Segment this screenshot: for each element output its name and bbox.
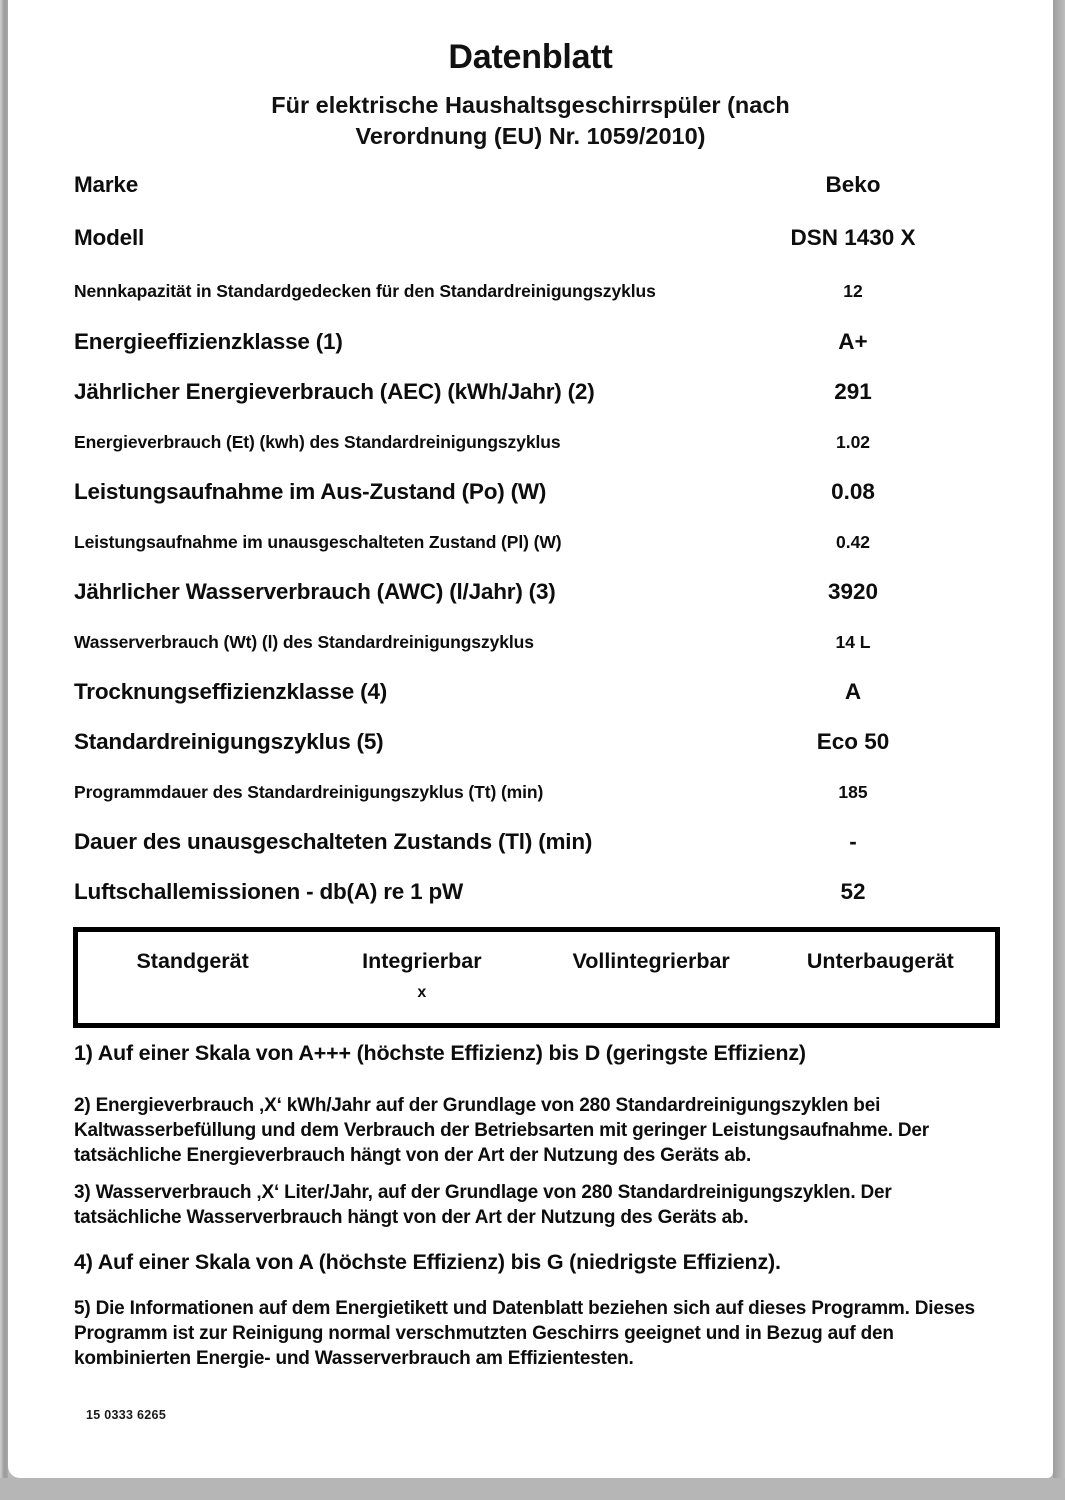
installation-type-label: Vollintegrierbar (572, 949, 730, 973)
spec-row-value: 0.08 (831, 479, 875, 504)
installation-type-label: Unterbaugerät (806, 949, 954, 973)
installation-type-cell[interactable] (766, 932, 995, 1023)
footnote: 5) Die Informationen auf dem Energietikett und Datenblatt beziehen sich auf dieses Programm. Dieses Programm ist zur Reinigung normal verschmutzten Geschirrs geeignet und in Bezug auf den kombinierten Energie- und Wasserverbrauch am Effizientesten. (74, 1298, 975, 1369)
installation-type-cells (78, 932, 995, 1023)
page-subtitle-line2: Verordnung (EU) Nr. 1059/2010) (355, 123, 706, 149)
spec-row-value: 14 L (835, 632, 871, 652)
spec-row-value: 0.42 (835, 532, 871, 552)
installation-type-cell[interactable] (307, 932, 536, 1023)
installation-type-cell[interactable] (537, 932, 766, 1023)
spec-row-label: Leistungsaufnahme im Aus-Zustand (Po) (W) (74, 479, 547, 504)
datasheet-page (8, 0, 1053, 1478)
spec-row-label: Wasserverbrauch (Wt) (l) des Standardreinigungszyklus (74, 632, 534, 652)
footnote: 2) Energieverbrauch ‚X‘ kWh/Jahr auf der Grundlage von 280 Standardreinigungszyklen bei Kaltwasserbefüllung und dem Verbrauch der Betriebsarten mit geringer Leistungsaufnahme. Der tatsächliche Energieverbrauch hängt von der Art der Nutzung des Geräts ab. (74, 1095, 929, 1166)
installation-type-cell[interactable] (78, 932, 307, 1023)
scan-edge-right (1053, 0, 1065, 1500)
spec-row-label: Luftschallemissionen - db(A) re 1 pW (74, 879, 464, 904)
scan-edge-bottom (0, 1478, 1065, 1500)
installation-type-mark (78, 984, 307, 1003)
spec-row-label: Marke (74, 172, 139, 197)
installation-type-label: Standgerät (136, 949, 249, 973)
spec-row-value: 12 (843, 281, 863, 301)
spec-row-value: - (849, 829, 857, 854)
spec-row-label: Leistungsaufnahme im unausgeschalteten Zustand (Pl) (W) (74, 532, 562, 552)
spec-row-value: 291 (834, 379, 872, 404)
spec-row-label: Dauer des unausgeschalteten Zustands (Tl) (min) (74, 829, 593, 854)
page-content (8, 0, 1053, 1478)
spec-row-label: Modell (74, 225, 145, 250)
page-title: Datenblatt (448, 38, 613, 76)
installation-type-mark (766, 984, 995, 1003)
page-subtitle (8, 90, 1053, 152)
spec-row-value: 3920 (827, 579, 879, 604)
footnote: 3) Wasserverbrauch ‚X‘ Liter/Jahr, auf der Grundlage von 280 Standardreinigungszyklen. Der tatsächliche Wasserverbrauch hängt von der Art der Nutzung des Geräts ab. (74, 1182, 892, 1228)
footnote: 4) Auf einer Skala von A (höchste Effizienz) bis G (niedrigste Effizienz). (74, 1250, 781, 1274)
spec-row-value: Eco 50 (816, 729, 890, 754)
spec-row-value: 52 (840, 879, 866, 904)
spec-row-value: A (844, 679, 862, 704)
spec-row-value: 1.02 (835, 432, 871, 452)
reference-code: 15 0333 6265 (86, 1408, 167, 1422)
spec-row-value: 185 (838, 782, 868, 802)
spec-row-value: DSN 1430 X (790, 225, 916, 250)
installation-type-box (73, 927, 1000, 1028)
page-subtitle-line1: Für elektrische Haushaltsgeschirrspüler (nach (271, 92, 790, 118)
spec-row-label: Jährlicher Energieverbrauch (AEC) (kWh/Jahr) (2) (74, 379, 595, 404)
spec-row-label: Trocknungseffizienzklasse (4) (74, 679, 388, 704)
scan-edge-left (0, 0, 8, 1500)
spec-row-label: Standardreinigungszyklus (5) (74, 729, 384, 754)
spec-row-label: Jährlicher Wasserverbrauch (AWC) (l/Jahr) (3) (74, 579, 556, 604)
spec-row-label: Energieverbrauch (Et) (kwh) des Standardreinigungszyklus (74, 432, 561, 452)
installation-type-mark (537, 984, 766, 1003)
spec-row-value: A+ (838, 329, 868, 354)
spec-row-label: Nennkapazität in Standardgedecken für den Standardreinigungszyklus (74, 281, 656, 301)
footnote: 1) Auf einer Skala von A+++ (höchste Effizienz) bis D (geringste Effizienz) (74, 1041, 806, 1065)
spec-row-value: Beko (825, 172, 881, 197)
spec-row-label: Energieeffizienzklasse (1) (74, 329, 343, 354)
installation-type-label: Integrierbar (362, 949, 482, 973)
installation-type-mark: x (417, 984, 427, 1001)
spec-row-label: Programmdauer des Standardreinigungszyklus (Tt) (min) (74, 782, 544, 802)
